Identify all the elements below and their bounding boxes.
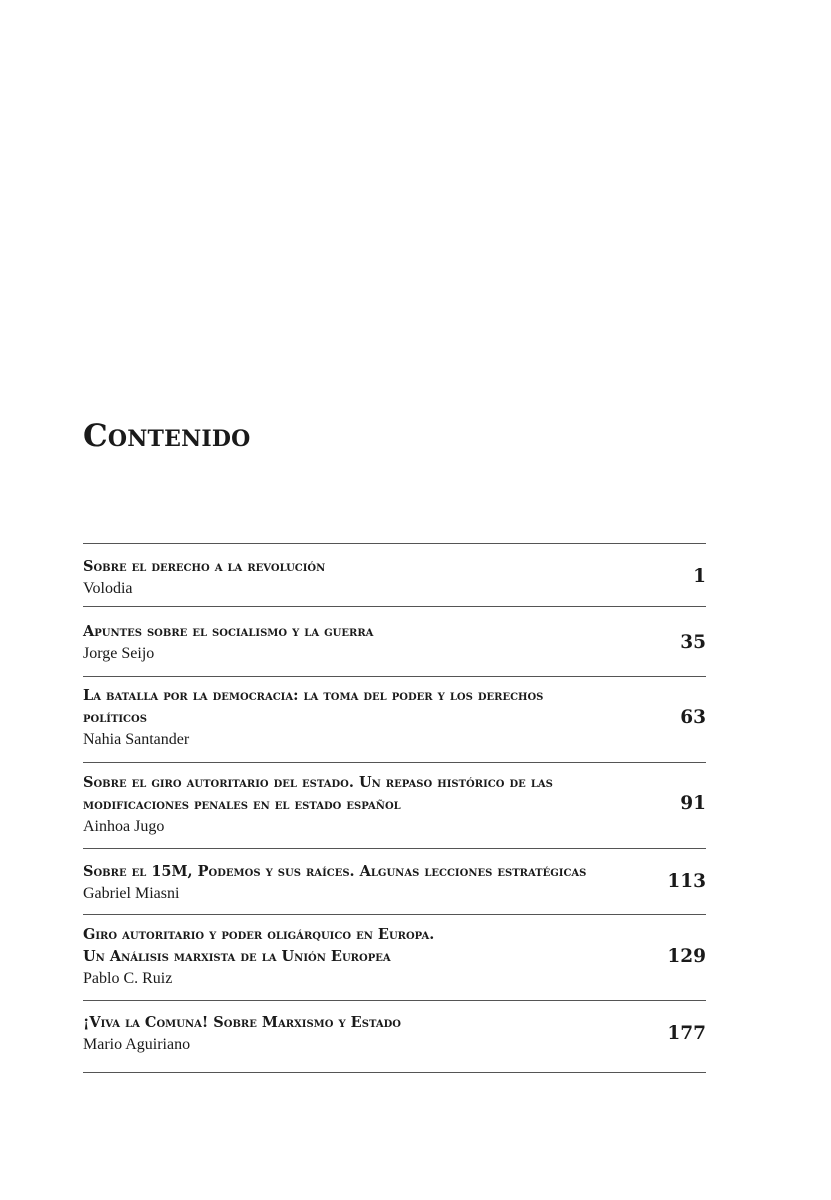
entry-page-number: 63 xyxy=(680,707,706,728)
entry-title: Apuntes sobre el socialismo y la guerra xyxy=(83,623,374,640)
entry-page-number: 177 xyxy=(667,1023,706,1044)
toc-entry[interactable] xyxy=(83,763,706,849)
entry-page-number: 113 xyxy=(667,871,706,892)
entry-title: Sobre el derecho a la revolución xyxy=(83,558,326,575)
entry-author: Jorge Seijo xyxy=(83,645,155,662)
entry-page-number: 1 xyxy=(693,566,706,587)
entry-author: Nahia Santander xyxy=(83,731,190,748)
entry-title: Sobre el giro autoritario del estado. Un repaso histórico de las xyxy=(83,774,553,791)
entry-author: Volodia xyxy=(83,580,133,597)
entry-author: Gabriel Miasni xyxy=(83,885,180,902)
toc-entry[interactable] xyxy=(83,544,706,607)
entry-author: Ainhoa Jugo xyxy=(83,818,165,835)
toc-entry[interactable] xyxy=(83,1001,706,1073)
entry-author: Pablo C. Ruiz xyxy=(83,970,173,987)
entry-title: modificaciones penales en el estado español xyxy=(83,796,401,813)
entry-title: ¡Viva la Comuna! Sobre Marxismo y Estado xyxy=(83,1014,401,1031)
entry-page-number: 129 xyxy=(667,946,706,967)
toc-entry[interactable] xyxy=(83,915,706,1001)
page-title: Contenido xyxy=(83,418,251,454)
toc-entry[interactable] xyxy=(83,677,706,763)
entry-title: Sobre el 15M, Podemos y sus raíces. Algunas lecciones estratégicas xyxy=(83,863,587,880)
table-of-contents xyxy=(83,543,706,1073)
toc-entry[interactable] xyxy=(83,607,706,677)
entry-author: Mario Aguiriano xyxy=(83,1036,191,1053)
entry-page-number: 35 xyxy=(680,632,706,653)
entry-title: Un Análisis marxista de la Unión Europea xyxy=(83,948,391,965)
entry-title: políticos xyxy=(83,709,147,726)
entry-title: La batalla por la democracia: la toma del poder y los derechos xyxy=(83,687,544,704)
entry-title: Giro autoritario y poder oligárquico en Europa. xyxy=(83,926,435,943)
entry-page-number: 91 xyxy=(680,793,706,814)
toc-entry[interactable] xyxy=(83,849,706,915)
